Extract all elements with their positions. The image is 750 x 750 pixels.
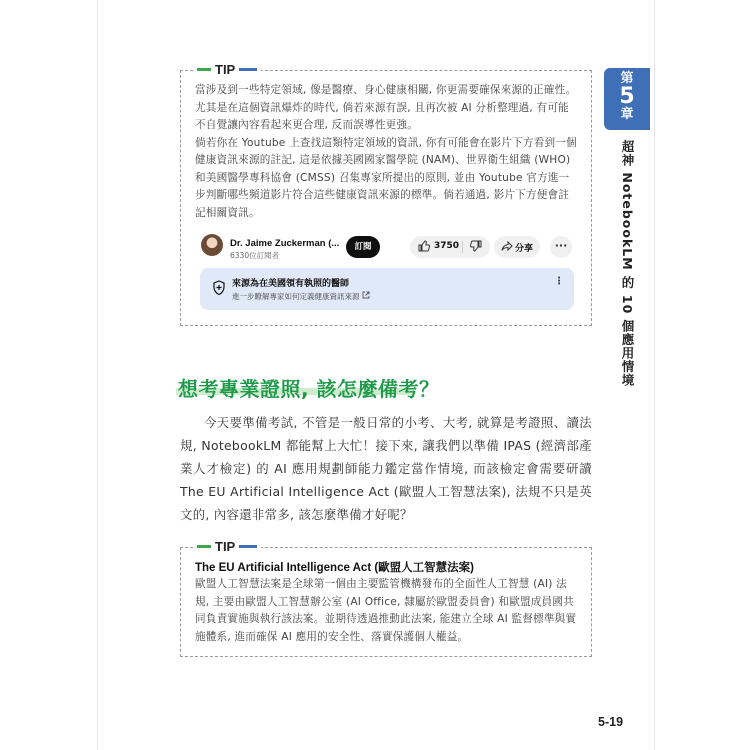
tip-box-eu-ai-act [180, 539, 592, 657]
divider [462, 241, 463, 253]
subscriber-count: 6330位訂閱者 [230, 251, 280, 260]
channel-name[interactable]: Dr. Jaime Zuckerman (... [230, 238, 340, 249]
chapter-prefix: 第 [620, 71, 634, 86]
page-number: 5-19 [598, 715, 624, 729]
tip-body [195, 82, 579, 222]
share-button[interactable] [494, 236, 540, 258]
tip-label-text: TIP [215, 62, 236, 77]
share-label: 分享 [515, 244, 534, 254]
body-text: 今天要準備考試, 不管是一般日常的小考、大考, 就算是考證照、讀法規, NotebookLM 都能幫上大忙！接下來, 讓我們以準備 IPAS (經濟部產業人才檢定) 的 AI 應用規劃師能力鑑定當作情境, 而該檢定會需要研讀 The EU Artificial Intelligence Act (歐盟人工智慧法案), 法規不只是英文的, 內容還非常多, 該怎麼準備才好呢？ [180, 415, 592, 522]
body-paragraph [180, 411, 592, 526]
tip-paragraph: 當涉及到一些特定領域, 像是醫療、身心健康相關, 你更需要確保來源的正確性。尤其是在這個資訊爆炸的時代, 倘若來源有誤, 且再次被 AI 分析整理過, 有可能不自覺讓內容看起來更合理, 反而誤導性更強。 [195, 84, 577, 131]
like-count: 3750 [434, 241, 460, 251]
tip-blue-bar [239, 545, 257, 548]
more-options-button[interactable]: ··· [550, 236, 572, 258]
panel-menu-icon[interactable]: ⋮ [554, 276, 564, 287]
section-heading: 想考專業證照, 該怎麼備考？ [178, 377, 440, 401]
tip-green-bar [197, 545, 211, 548]
channel-row [196, 232, 580, 262]
thumbs-down-icon[interactable] [470, 240, 482, 255]
external-link-icon [362, 292, 370, 301]
tip-label-text: TIP [215, 539, 236, 554]
health-source-link[interactable] [232, 291, 370, 302]
tip-body: 歐盟人工智慧法案是全球第一個由主要監管機構發布的全面性人工智慧 (AI) 法規, 主要由歐盟人工智慧辦公室 (AI Office, 隸屬於歐盟委員會) 和歐盟成員國共同負責實施與執行該法案。並期待透過推動此法案, 能建立全球 AI 監督標準與實施體系, 進而確保 AI 應用的安全性、落實保護個人權益。 [195, 578, 577, 643]
subscribe-button[interactable]: 訂閱 [346, 236, 380, 258]
tip-blue-bar [239, 68, 257, 71]
tip-label [193, 539, 261, 554]
like-dislike-group [410, 236, 490, 258]
chapter-number: 5 [619, 84, 635, 109]
share-icon [501, 240, 513, 255]
chapter-tab [604, 68, 650, 130]
health-source-panel[interactable] [200, 268, 574, 310]
health-source-link-text: 進一步瞭解專家如何定義健康資訊來源 [232, 292, 360, 301]
chapter-side-title: 超神 NotebookLM 的 10 個應用情境 [620, 140, 635, 388]
tip-title: The EU Artificial Intelligence Act (歐盟人工智慧法案) [195, 562, 475, 574]
tip-label [193, 62, 261, 77]
tip-green-bar [197, 68, 211, 71]
tip-paragraph: 倘若你在 Youtube 上查找這類特定領域的資訊, 你有可能會在影片下方看到一個健康資訊來源的註記, 這是依據美國國家醫學院 (NAM)、世界衛生組織 (WHO) 和美國醫學專科協會 (CMSS) 召集專家所提出的原則, 並由 Youtube 官方進一步判斷哪些頻道影片符合這些健康資訊來源的標準。倘若通過, 影片下方便會註記相關資訊。 [195, 136, 577, 219]
chapter-suffix: 章 [620, 107, 634, 122]
thumbs-up-icon[interactable] [418, 240, 430, 255]
health-source-title: 來源為在美國領有執照的醫師 [232, 279, 350, 289]
avatar[interactable] [201, 234, 223, 256]
youtube-screenshot [196, 232, 580, 316]
shield-plus-icon [212, 280, 226, 296]
